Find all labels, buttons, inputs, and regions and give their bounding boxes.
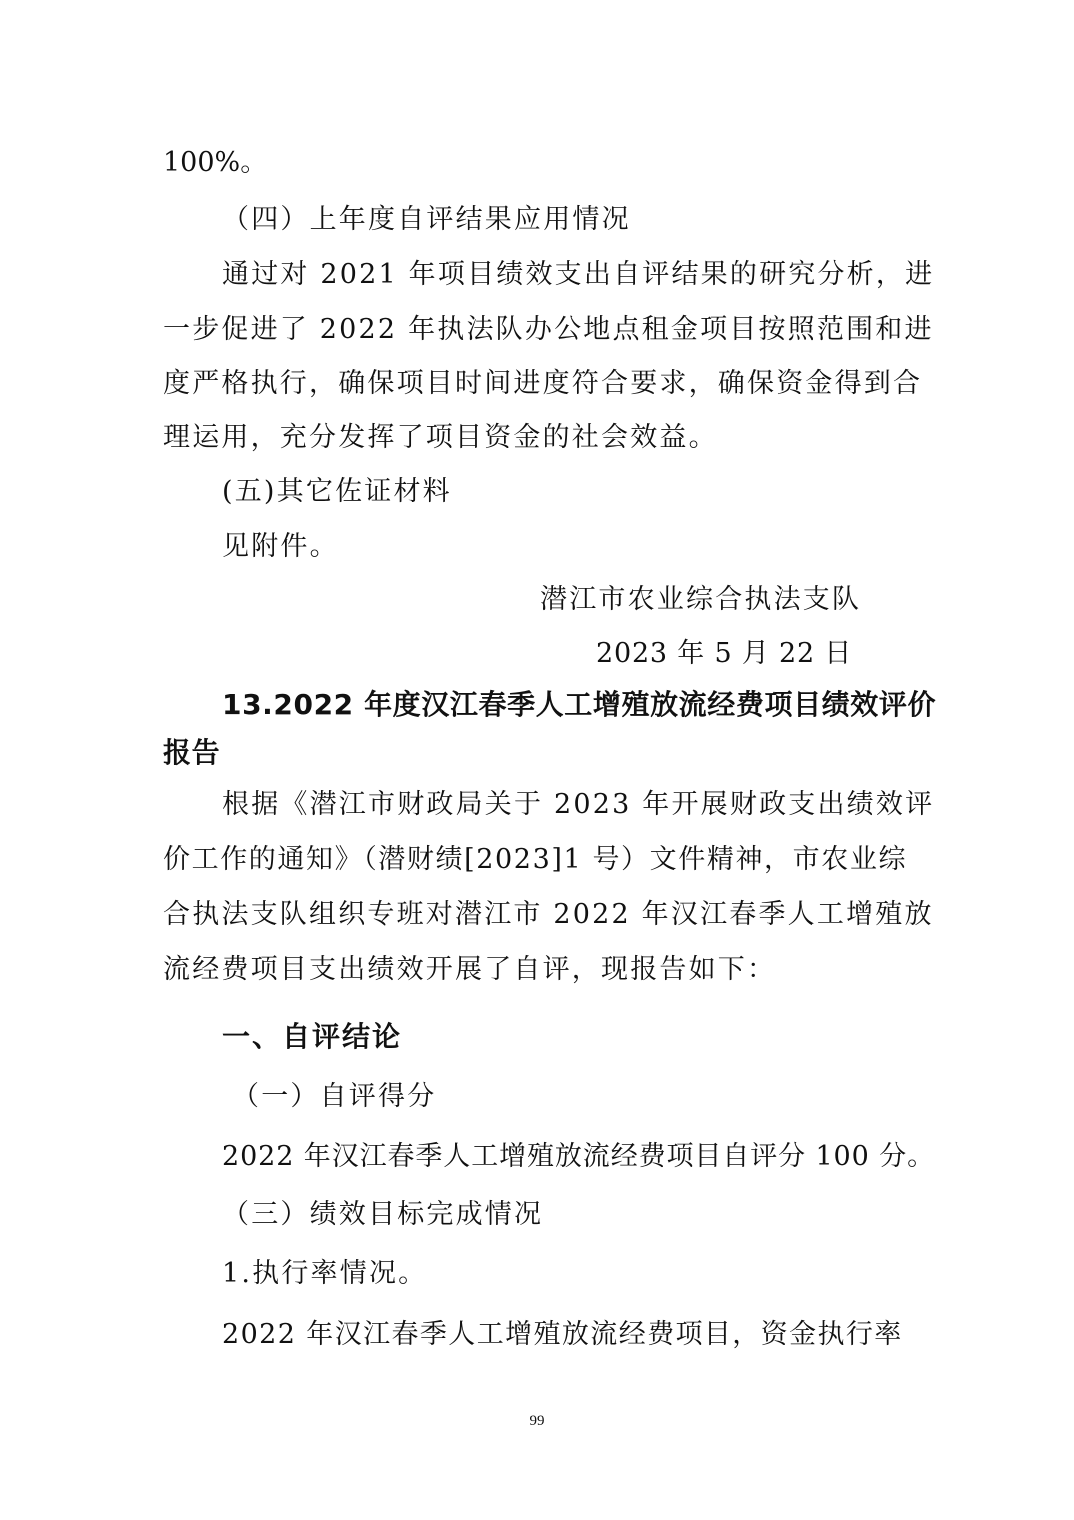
paragraph-line: 通过对 2021 年项目绩效支出自评结果的研究分析，进 [222,259,935,290]
signature-date: 2023 年 5 月 22 日 [596,638,853,669]
paragraph-line: 一步促进了 2022 年执法队办公地点租金项目按照范围和进 [163,314,934,345]
report-title-continued: 报告 [163,736,221,769]
paragraph-line: 100%。 [163,147,268,178]
paragraph-line: 价工作的通知》（潜财绩[2023]1 号）文件精神，市农业综 [163,844,908,875]
paragraph-line: 流经费项目支出绩效开展了自评，现报告如下： [163,954,777,985]
paragraph-line: 2022 年汉江春季人工增殖放流经费项目，资金执行率 [222,1319,903,1350]
paragraph-line: 理运用，充分发挥了项目资金的社会效益。 [163,422,718,453]
subsection-heading: （三）绩效目标完成情况 [222,1199,544,1230]
paragraph-line: 合执法支队组织专班对潜江市 2022 年汉江春季人工增殖放 [163,899,934,930]
paragraph-line: 度严格执行，确保项目时间进度符合要求，确保资金得到合 [163,368,923,399]
signature-organization: 潜江市农业综合执法支队 [540,584,862,615]
subsection-heading: （一）自评得分 [232,1081,437,1112]
page-number: 99 [529,1413,545,1429]
paragraph-line: 2022 年汉江春季人工增殖放流经费项目自评分 100 分。 [222,1141,935,1172]
subsection-heading: (五)其它佐证材料 [222,476,452,507]
paragraph-line: 根据《潜江市财政局关于 2023 年开展财政支出绩效评 [222,789,935,820]
paragraph-line: 见附件。 [222,531,339,562]
section-heading: 一、自评结论 [222,1020,403,1053]
paragraph-line: 1.执行率情况。 [222,1258,428,1289]
report-title: 13.2022 年度汉江春季人工增殖放流经费项目绩效评价 [222,688,937,721]
subsection-heading: （四）上年度自评结果应用情况 [222,204,631,235]
